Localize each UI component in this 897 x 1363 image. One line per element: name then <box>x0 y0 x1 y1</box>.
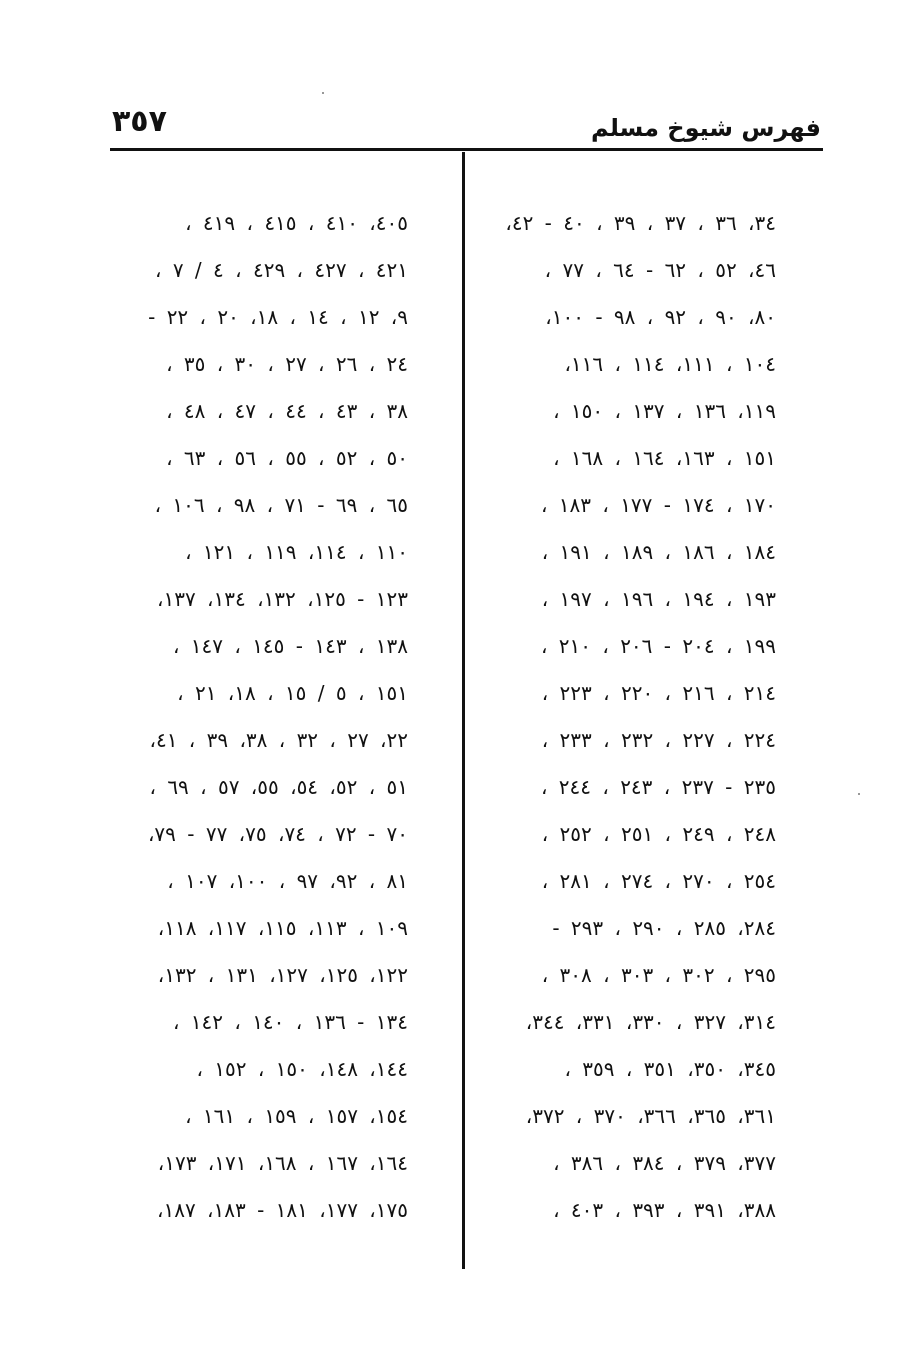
scan-speck <box>322 92 324 94</box>
index-line: ١٥٤، ١٥٧ ، ١٥٩ ، ١٦١ ، <box>185 1104 408 1128</box>
index-line: ٢١٤ ، ٢١٦ ، ٢٢٠ ، ٢٢٣ ، <box>541 681 776 705</box>
index-line: ٢٣٥ - ٢٣٧ ، ٢٤٣ ، ٢٤٤ ، <box>540 775 776 799</box>
index-line: ٢٤ ، ٢٦ ، ٢٧ ، ٣٠ ، ٣٥ ، <box>166 352 408 376</box>
index-line: ٥٠ ، ٥٢ ، ٥٥ ، ٥٦ ، ٦٣ ، <box>166 446 408 470</box>
index-line: ١٤٤، ١٤٨، ١٥٠ ، ١٥٢ ، <box>196 1057 408 1081</box>
index-line: ٣٨ ، ٤٣ ، ٤٤ ، ٤٧ ، ٤٨ ، <box>166 399 408 423</box>
index-line: ١١٠ ، ١١٤، ١١٩ ، ١٢١ ، <box>185 540 408 564</box>
index-line: ٣٤٥، ٣٥٠، ٣٥١ ، ٣٥٩ ، <box>564 1057 776 1081</box>
index-line: ١٧٥، ١٧٧، ١٨١ - ١٨٣، ١٨٧، <box>156 1198 408 1222</box>
index-line: ١٩٣ ، ١٩٤ ، ١٩٦ ، ١٩٧ ، <box>541 587 776 611</box>
index-line: ١٠٤ ، ١١١، ١١٤ ، ١١٦، <box>564 352 776 376</box>
index-line: ٤٠٥، ٤١٠ ، ٤١٥ ، ٤١٩ ، <box>185 211 408 235</box>
index-line: ٦٥ ، ٦٩ - ٧١ ، ٩٨ ، ١٠٦ ، <box>154 493 408 517</box>
index-line: ٢٥٤ ، ٢٧٠ ، ٢٧٤ ، ٢٨١ ، <box>541 869 776 893</box>
index-line: ٧٠ - ٧٢ ، ٧٤، ٧٥، ٧٧ - ٧٩، <box>147 822 408 846</box>
scan-speck <box>858 793 860 795</box>
page-number: ٣٥٧ <box>112 104 167 139</box>
index-line: ١٧٠ ، ١٧٤ - ١٧٧ ، ١٨٣ ، <box>540 493 776 517</box>
index-line: ٣٤، ٣٦ ، ٣٧ ، ٣٩ ، ٤٠ - ٤٢، <box>505 211 776 235</box>
index-line: ٣٦١، ٣٦٥، ٣٦٦، ٣٧٠ ، ٣٧٢، <box>525 1104 776 1128</box>
index-line: ١١٩، ١٣٦ ، ١٣٧ ، ١٥٠ ، <box>553 399 776 423</box>
index-line: ١٥١ ، ٥ / ١٥ ، ١٨، ٢١ ، <box>177 681 408 705</box>
index-line: ٩، ١٢ ، ١٤ ، ١٨، ٢٠ ، ٢٢ - <box>148 305 408 329</box>
index-line: ١٨٤ ، ١٨٦ ، ١٨٩ ، ١٩١ ، <box>541 540 776 564</box>
index-line: ١٣٤ - ١٣٦ ، ١٤٠ ، ١٤٢ ، <box>172 1010 408 1034</box>
running-title: فهرس شيوخ مسلم <box>591 114 821 142</box>
index-line: ٨١ ، ٩٢، ٩٧ ، ١٠٠، ١٠٧ ، <box>167 869 408 893</box>
index-line: ٤٦، ٥٢ ، ٦٢ - ٦٤ ، ٧٧ ، <box>544 258 776 282</box>
index-line: ١٢٣ - ١٢٥، ١٣٢، ١٣٤، ١٣٧، <box>156 587 408 611</box>
right-column <box>478 200 776 1234</box>
index-line: ٢٨٤، ٢٨٥ ، ٢٩٠ ، ٢٩٣ - <box>552 916 776 940</box>
column-divider <box>462 152 465 1269</box>
left-column <box>112 200 408 1234</box>
index-line: ٢٢٤ ، ٢٢٧ ، ٢٣٢ ، ٢٣٣ ، <box>541 728 776 752</box>
index-line: ١٦٤، ١٦٧ ، ١٦٨، ١٧١، ١٧٣، <box>157 1151 408 1175</box>
header-rule <box>110 148 823 151</box>
index-line: ١٠٩ ، ١١٣، ١١٥، ١١٧، ١١٨، <box>157 916 408 940</box>
index-line: ١٣٨ ، ١٤٣ - ١٤٥ ، ١٤٧ ، <box>172 634 408 658</box>
index-line: ٣١٤، ٣٢٧ ، ٣٣٠، ٣٣١، ٣٤٤، <box>525 1010 776 1034</box>
index-line: ١٢٢، ١٢٥، ١٢٧، ١٣١ ، ١٣٢، <box>157 963 408 987</box>
index-line: ٣٨٨، ٣٩١ ، ٣٩٣ ، ٤٠٣ ، <box>553 1198 776 1222</box>
index-line: ٤٢١ ، ٤٢٧ ، ٤٢٩ ، ٤ / ٧ ، <box>155 258 408 282</box>
index-line: ٥١ ، ٥٢، ٥٤، ٥٥، ٥٧ ، ٦٩ ، <box>149 775 408 799</box>
index-line: ٣٧٧، ٣٧٩ ، ٣٨٤ ، ٣٨٦ ، <box>553 1151 776 1175</box>
index-line: ١٥١ ، ١٦٣، ١٦٤ ، ١٦٨ ، <box>553 446 776 470</box>
index-line: ٢٢، ٢٧ ، ٣٢ ، ٣٨، ٣٩ ، ٤١، <box>149 728 408 752</box>
index-line: ٨٠، ٩٠ ، ٩٢ ، ٩٨ - ١٠٠، <box>545 305 776 329</box>
index-line: ٢٩٥ ، ٣٠٢ ، ٣٠٣ ، ٣٠٨ ، <box>541 963 776 987</box>
index-line: ١٩٩ ، ٢٠٤ - ٢٠٦ ، ٢١٠ ، <box>540 634 776 658</box>
index-line: ٢٤٨ ، ٢٤٩ ، ٢٥١ ، ٢٥٢ ، <box>541 822 776 846</box>
